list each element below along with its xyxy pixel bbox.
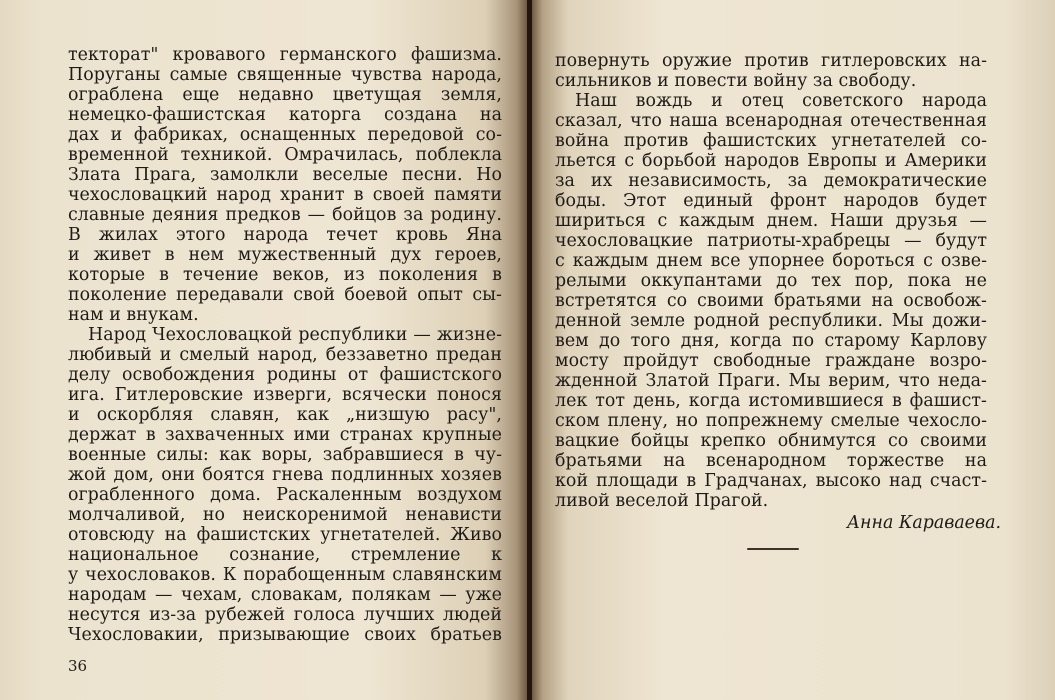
text-line: народам — чехам, словакам, полякам — уже [68, 585, 502, 605]
text-line: жденной Златой Праги. Мы верим, что неда- [555, 371, 987, 391]
text-line: встретятся со своими братьями на освобож- [555, 291, 987, 311]
text-line: немецко-фашистская каторга создана на [68, 105, 502, 125]
text-line: мосту пройдут свободные граждане возро- [555, 351, 987, 371]
text-line: отовсюду на фашистских угнетателей. Живо [68, 525, 502, 545]
text-line: война против фашистских угнетателей со- [555, 131, 987, 151]
text-line: вацкие бойцы крепко обнимутся со своими [555, 431, 987, 451]
left-page-text [68, 45, 502, 645]
text-line: дах и фабриках, оснащенных передовой со- [68, 125, 502, 145]
text-line: сказал, что наша всенародная отечественная [555, 111, 987, 131]
text-line: братьями на всенародном торжестве на [555, 451, 987, 471]
text-line: вем до того дня, когда по старому Карлову [555, 331, 987, 351]
text-line: сильников и повести войну за свободу. [555, 71, 917, 91]
text-line: военные силы: как воры, забравшиеся в чу- [68, 445, 502, 465]
text-line: нам и внукам. [68, 305, 199, 325]
text-line: ига. Гитлеровские изверги, всячески понося [68, 385, 502, 405]
text-line: ском плену, но попрежнему смелые чехосло- [555, 411, 987, 431]
page-number: 36 [68, 657, 88, 675]
text-line: Наш вождь и отец советского народа [575, 91, 987, 111]
text-line: чехословацкие патриоты-храбрецы — будут [555, 231, 987, 251]
text-line: несутся из-за рубежей голоса лучших людей [68, 605, 502, 625]
text-line: у чехословаков. К порабощенным славянским [68, 565, 502, 585]
text-line: Поруганы самые священные чувства народа, [68, 65, 502, 85]
divider-ornament [747, 548, 799, 550]
left-page [0, 0, 527, 700]
text-line: и оскорбляя славян, как „низшую расу", [68, 405, 502, 425]
text-line: шириться с каждым днем. Наши друзья — [555, 211, 987, 231]
text-line: с каждым днем все упорнее бороться с озве- [555, 251, 987, 271]
text-line: ограбленного дома. Раскаленным воздухом [68, 485, 502, 505]
text-line: держат в захваченных ими странах крупные [68, 425, 502, 445]
text-line: повернуть оружие против гитлеровских на- [555, 51, 987, 71]
text-line: Злата Прага, замолкли веселые песни. Но [68, 165, 502, 185]
right-page-text [555, 51, 987, 511]
text-line: молчаливой, но неискоренимой ненависти [68, 505, 502, 525]
text-line: и живет в нем мужественный дух героев, [68, 245, 502, 265]
text-line: славные деяния предков — бойцов за родину. [68, 205, 502, 225]
author-signature: Анна Караваева. [846, 513, 1001, 533]
text-line: льется с борьбой народов Европы и Америки [555, 151, 987, 171]
text-line: национальное сознание, стремление к [68, 545, 502, 565]
text-line: поколение передавали свой боевой опыт сы- [68, 285, 502, 305]
text-line: денной земле родной республики. Мы дожи- [555, 311, 987, 331]
text-line: временной техникой. Омрачилась, поблекла [68, 145, 502, 165]
text-line: лек тот день, когда истомившиеся в фашист- [555, 391, 987, 411]
text-line: В жилах этого народа течет кровь Яна [68, 225, 502, 245]
text-line: которые в течение веков, из поколения в [68, 265, 502, 285]
text-line: боды. Этот единый фронт народов будет [555, 191, 987, 211]
text-line: за их независимость, за демократические [555, 171, 987, 191]
text-line: ограблена еще недавно цветущая земля, [68, 85, 502, 105]
text-line: кой площади в Градчанах, высоко над счаст- [555, 471, 987, 491]
right-page [532, 0, 1055, 700]
text-line: чехословацкий народ хранит в своей памяти [68, 185, 502, 205]
text-line: любивый и смелый народ, беззаветно предан [68, 345, 502, 365]
text-line: релыми оккупантами до тех пор, пока не [555, 271, 987, 291]
text-line: Чехословакии, призывающие своих братьев [68, 625, 502, 645]
text-line: ливой веселой Прагой. [555, 491, 769, 511]
text-line: жой дом, они боятся гнева подлинных хозяев [68, 465, 502, 485]
text-line: текторат" кровавого германского фашизма. [68, 45, 502, 65]
text-line: Народ Чехословацкой республики — жизне- [88, 325, 502, 345]
text-line: делу освобождения родины от фашистского [68, 365, 502, 385]
